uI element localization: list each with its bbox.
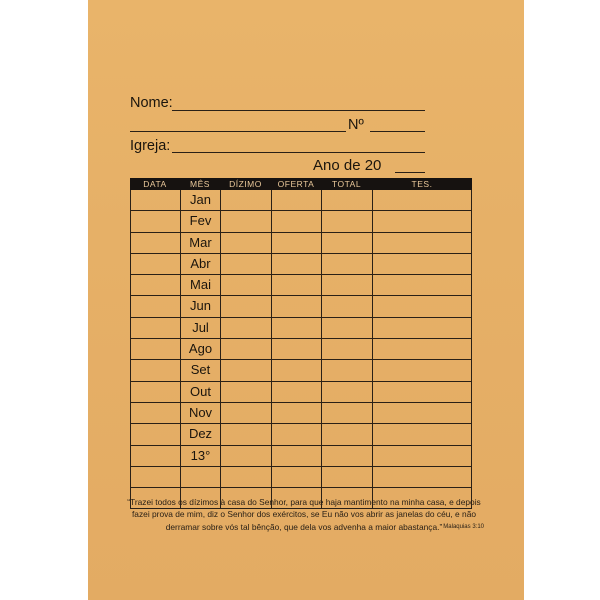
table-row [131, 467, 472, 488]
tes-cell[interactable] [373, 382, 472, 402]
tes-cell[interactable] [373, 424, 472, 444]
header-total: TOTAL [331, 179, 362, 189]
total-cell[interactable] [322, 296, 373, 316]
total-cell[interactable] [322, 211, 373, 231]
data-cell[interactable] [131, 467, 181, 487]
igreja-field[interactable] [172, 152, 425, 153]
total-cell[interactable] [322, 233, 373, 253]
igreja-label: Igreja: [130, 138, 171, 154]
tes-cell[interactable] [373, 233, 472, 253]
mes-cell: Mar [181, 233, 221, 253]
data-cell[interactable] [131, 339, 181, 359]
mes-cell: Ago [181, 339, 221, 359]
dizimo-cell[interactable] [221, 211, 272, 231]
data-cell[interactable] [131, 254, 181, 274]
data-cell[interactable] [131, 190, 181, 210]
table-row [131, 446, 472, 467]
numero-label: Nº [348, 117, 364, 133]
total-cell[interactable] [322, 360, 373, 380]
nome-field[interactable] [172, 110, 425, 111]
oferta-cell[interactable] [272, 318, 322, 338]
oferta-cell[interactable] [272, 339, 322, 359]
total-cell[interactable] [322, 190, 373, 210]
dizimo-cell[interactable] [221, 360, 272, 380]
data-cell[interactable] [131, 275, 181, 295]
dizimo-cell[interactable] [221, 382, 272, 402]
quote-text: “Trazei todos os dízimos à casa do Senhor, para que haja mantimento na minha casa, e depois fazei prova de mim, diz o Senhor dos exércitos, se Eu não vos abrir as janelas do céu, e não derramar sobre vós tal bênção, que dela vos advenha a maior abastança.” [127, 497, 481, 532]
tes-cell[interactable] [373, 275, 472, 295]
contributions-table [130, 178, 472, 509]
mes-cell: Nov [181, 403, 221, 423]
mes-cell: 13° [181, 446, 221, 466]
oferta-cell[interactable] [272, 446, 322, 466]
dizimo-cell[interactable] [221, 424, 272, 444]
oferta-cell[interactable] [272, 467, 322, 487]
table-row [131, 211, 472, 232]
tes-cell[interactable] [373, 403, 472, 423]
total-cell[interactable] [322, 254, 373, 274]
dizimo-cell[interactable] [221, 403, 272, 423]
oferta-cell[interactable] [272, 296, 322, 316]
data-cell[interactable] [131, 233, 181, 253]
header-data: DATA [143, 179, 167, 189]
oferta-cell[interactable] [272, 211, 322, 231]
mes-cell: Abr [181, 254, 221, 274]
tes-cell[interactable] [373, 446, 472, 466]
mes-cell: Jun [181, 296, 221, 316]
table-row [131, 190, 472, 211]
mes-cell [181, 467, 221, 487]
dizimo-cell[interactable] [221, 275, 272, 295]
tes-cell[interactable] [373, 318, 472, 338]
table-row [131, 403, 472, 424]
total-cell[interactable] [322, 382, 373, 402]
nome-label: Nome: [130, 95, 173, 111]
total-cell[interactable] [322, 467, 373, 487]
header-mes: MÊS [190, 179, 210, 189]
dizimo-cell[interactable] [221, 296, 272, 316]
oferta-cell[interactable] [272, 275, 322, 295]
table-row [131, 382, 472, 403]
numero-field[interactable] [370, 131, 425, 132]
data-cell[interactable] [131, 424, 181, 444]
oferta-cell[interactable] [272, 233, 322, 253]
table-row [131, 360, 472, 381]
total-cell[interactable] [322, 424, 373, 444]
table-row [131, 296, 472, 317]
dizimo-cell[interactable] [221, 318, 272, 338]
total-cell[interactable] [322, 403, 373, 423]
tes-cell[interactable] [373, 360, 472, 380]
table-row [131, 275, 472, 296]
total-cell[interactable] [322, 318, 373, 338]
name-continuation-field[interactable] [130, 131, 346, 132]
oferta-cell[interactable] [272, 254, 322, 274]
data-cell[interactable] [131, 296, 181, 316]
total-cell[interactable] [322, 339, 373, 359]
table-row [131, 424, 472, 445]
tes-cell[interactable] [373, 467, 472, 487]
dizimo-cell[interactable] [221, 233, 272, 253]
dizimo-cell[interactable] [221, 446, 272, 466]
oferta-cell[interactable] [272, 382, 322, 402]
header-oferta: OFERTA [277, 179, 315, 189]
tes-cell[interactable] [373, 339, 472, 359]
data-cell[interactable] [131, 211, 181, 231]
tes-cell[interactable] [373, 254, 472, 274]
tithe-envelope [88, 0, 524, 600]
oferta-cell[interactable] [272, 360, 322, 380]
mes-cell: Jul [181, 318, 221, 338]
table-row [131, 254, 472, 275]
oferta-cell[interactable] [272, 403, 322, 423]
table-row [131, 318, 472, 339]
oferta-cell[interactable] [272, 190, 322, 210]
mes-cell: Mai [181, 275, 221, 295]
table-row [131, 233, 472, 254]
table-header [130, 178, 472, 190]
tes-cell[interactable] [373, 190, 472, 210]
oferta-cell[interactable] [272, 424, 322, 444]
table-body [130, 190, 472, 509]
dizimo-cell[interactable] [221, 467, 272, 487]
mes-cell: Jan [181, 190, 221, 210]
tes-cell[interactable] [373, 211, 472, 231]
header-tes: TES. [411, 179, 433, 189]
quote-reference: Malaquias 3:10 [443, 523, 484, 530]
dizimo-cell[interactable] [221, 339, 272, 359]
dizimo-cell[interactable] [221, 190, 272, 210]
dizimo-cell[interactable] [221, 254, 272, 274]
mes-cell: Fev [181, 211, 221, 231]
tes-cell[interactable] [373, 296, 472, 316]
total-cell[interactable] [322, 446, 373, 466]
header-dizimo: DÍZIMO [229, 179, 262, 189]
total-cell[interactable] [322, 275, 373, 295]
mes-cell: Dez [181, 424, 221, 444]
ano-field[interactable] [395, 172, 425, 173]
data-cell[interactable] [131, 382, 181, 402]
data-cell[interactable] [131, 446, 181, 466]
table-row [131, 339, 472, 360]
data-cell[interactable] [131, 403, 181, 423]
data-cell[interactable] [131, 360, 181, 380]
mes-cell: Set [181, 360, 221, 380]
data-cell[interactable] [131, 318, 181, 338]
mes-cell: Out [181, 382, 221, 402]
bible-quote [124, 496, 484, 533]
ano-label: Ano de 20 [313, 157, 382, 174]
